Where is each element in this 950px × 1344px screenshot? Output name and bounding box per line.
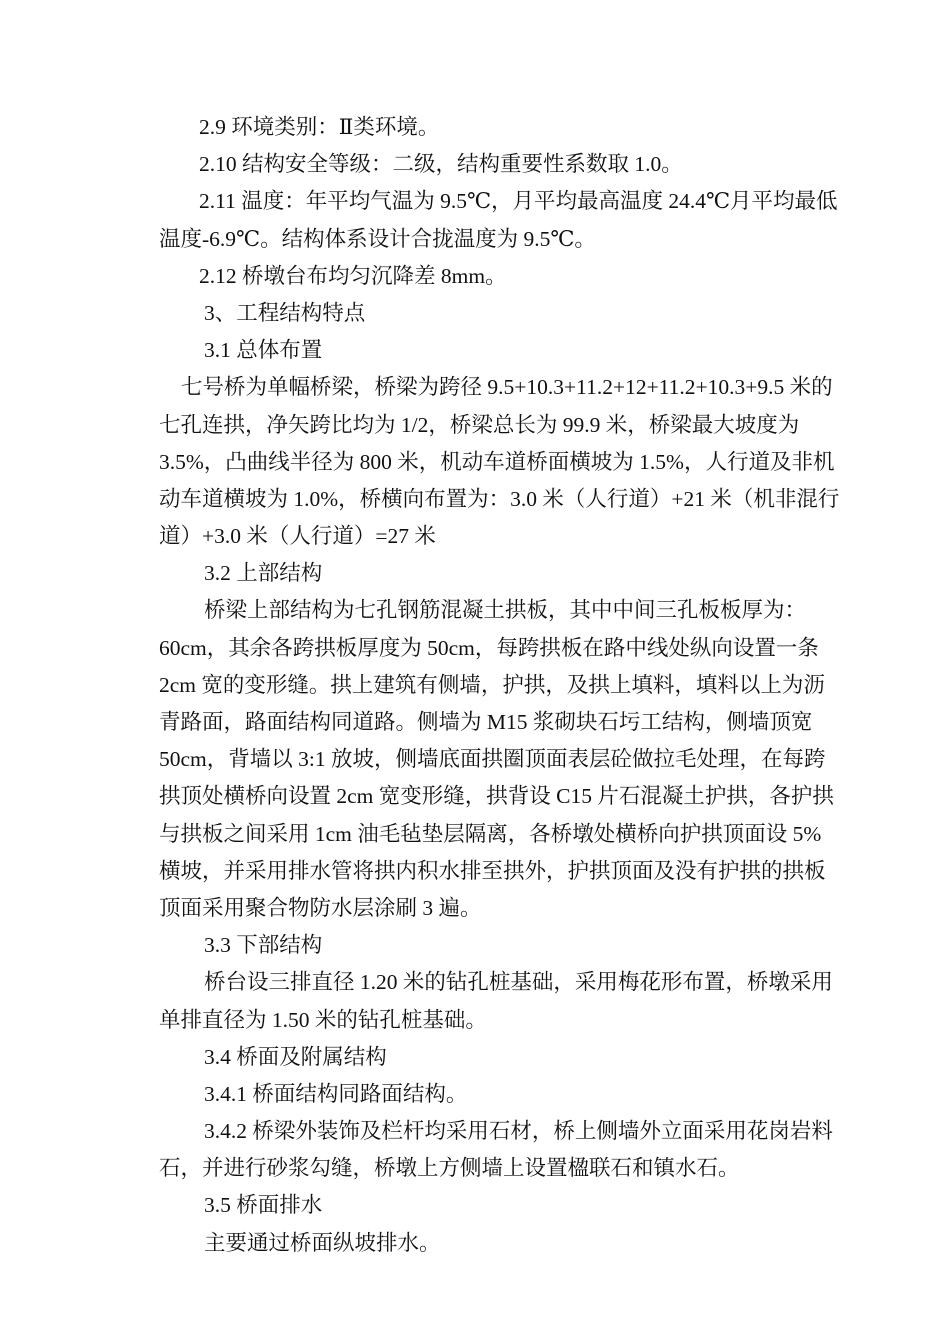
para-3-3-line2: 单排直径为 1.50 米的钻孔桩基础。 <box>159 1007 487 1032</box>
document-body <box>159 109 859 1262</box>
para-3-1-line5: 道）+3.0 米（人行道）=27 米 <box>159 524 436 549</box>
para-3-4-1: 3.4.1 桥面结构同路面结构。 <box>204 1081 468 1106</box>
section-3-4-heading: 3.4 桥面及附属结构 <box>204 1044 387 1069</box>
para-3-1-line2: 七孔连拱，净矢跨比均为 1/2，桥梁总长为 99.9 米，桥梁最大坡度为 <box>159 412 800 437</box>
para-3-1-line1: 七号桥为单幅桥梁，桥梁为跨径 9.5+10.3+11.2+12+11.2+10.3+9.5 米的 <box>181 375 833 400</box>
section-3-1-heading: 3.1 总体布置 <box>204 338 323 363</box>
para-3-4-2-line2: 石，并进行砂浆勾缝，桥墩上方侧墙上设置楹联石和镇水石。 <box>159 1156 740 1181</box>
para-3-2-line4: 青路面，路面结构同道路。侧墙为 M15 浆砌块石圬工结构，侧墙顶宽 <box>159 710 813 734</box>
para-3-1-line4: 动车道横坡为 1.0%，桥横向布置为：3.0 米（人行道）+21 米（机非混行 <box>159 486 840 511</box>
section-3-2-heading: 3.2 上部结构 <box>204 561 323 586</box>
section-3-heading: 3、工程结构特点 <box>204 300 366 325</box>
para-3-1-line3: 3.5%，凸曲线半径为 800 米，机动车道桥面横坡为 1.5%，人行道及非机 <box>159 449 835 474</box>
para-3-3-line1: 桥台设三排直径 1.20 米的钻孔桩基础，采用梅花形布置，桥墩采用 <box>204 970 833 995</box>
para-3-2-line9: 顶面采用聚合物防水层涂刷 3 遍。 <box>159 895 482 920</box>
para-3-2-line5: 50cm，背墙以 3:1 放坡，侧墙底面拱圈顶面表层砼做拉毛处理，在每跨 <box>159 747 826 772</box>
para-2-11-line2: 温度-6.9℃。结构体系设计合拢温度为 9.5℃。 <box>159 226 596 251</box>
para-2-10: 2.10 结构安全等级：二级，结构重要性系数取 1.0。 <box>199 152 683 177</box>
para-3-2-line7: 与拱板之间采用 1cm 油毛毡垫层隔离，各桥墩处横桥向护拱顶面设 5% <box>159 821 822 846</box>
para-2-12: 2.12 桥墩台布均匀沉降差 8mm。 <box>199 263 507 288</box>
para-3-4-2-line1: 3.4.2 桥梁外装饰及栏杆均采用石材，桥上侧墙外立面采用花岗岩料 <box>204 1119 833 1144</box>
para-3-5: 主要通过桥面纵坡排水。 <box>204 1230 441 1255</box>
para-3-2-line3: 2cm 宽的变形缝。拱上建筑有侧墙，护拱，及拱上填料，填料以上为沥 <box>159 672 825 697</box>
para-3-2-line6: 拱顶处横桥向设置 2cm 宽变形缝，拱背设 C15 片石混凝土护拱，各护拱 <box>159 784 834 809</box>
para-3-2-line1: 桥梁上部结构为七孔钢筋混凝土拱板，其中中间三孔板板厚为： <box>204 598 807 623</box>
para-3-2-line2: 60cm，其余各跨拱板厚度为 50cm，每跨拱板在路中线处纵向设置一条 <box>159 635 819 660</box>
section-3-3-heading: 3.3 下部结构 <box>204 933 323 958</box>
para-3-2-line8: 横坡，并采用排水管将拱内积水排至拱外，护拱顶面及没有护拱的拱板 <box>159 858 826 883</box>
section-3-5-heading: 3.5 桥面排水 <box>204 1193 323 1218</box>
para-2-11-line1: 2.11 温度：年平均气温为 9.5℃，月平均最高温度 24.4℃月平均最低 <box>199 189 838 214</box>
para-2-9: 2.9 环境类别：Ⅱ类环境。 <box>199 115 440 139</box>
